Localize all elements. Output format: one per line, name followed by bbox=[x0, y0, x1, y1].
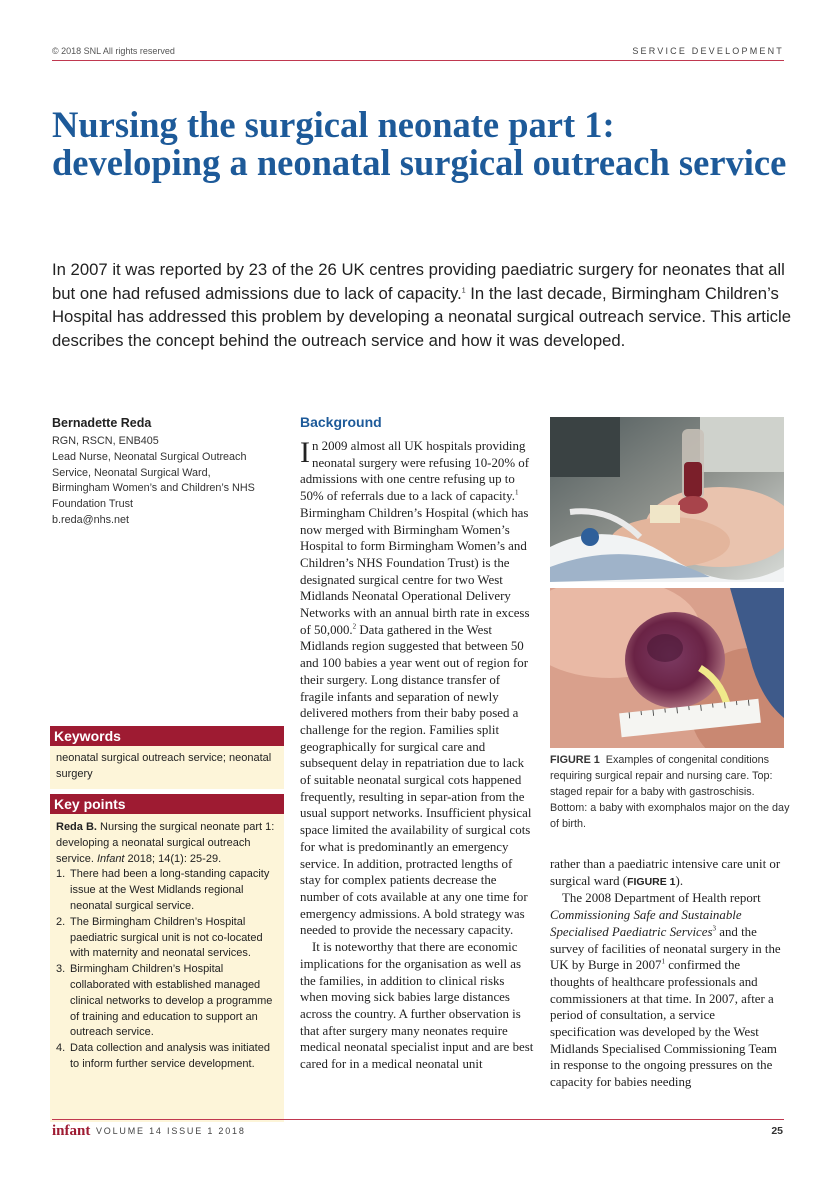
key-points-box bbox=[50, 794, 284, 1122]
journal-logo: infant bbox=[52, 1123, 91, 1139]
author-name: Bernadette Reda bbox=[52, 416, 152, 430]
citation-journal: Infant bbox=[96, 852, 125, 865]
article-intro bbox=[52, 258, 792, 352]
exomphalos-photo-illustration bbox=[550, 588, 784, 748]
col3-paragraph-2 bbox=[550, 890, 784, 1090]
background-paragraph-1 bbox=[300, 438, 534, 939]
citation-details: 2018; 14(1): 25-29. bbox=[124, 852, 222, 865]
page-number: 25 bbox=[771, 1125, 783, 1137]
keywords-heading: Keywords bbox=[50, 726, 284, 746]
author-block bbox=[52, 416, 282, 529]
report-title: Commissioning Safe and Sustainable Specialised Paediatric Services bbox=[550, 908, 742, 939]
keywords-text: neonatal surgical outreach service; neonatal surgery bbox=[50, 746, 284, 789]
intro-reference: 1 bbox=[461, 286, 466, 294]
key-point-text: Data collection and analysis was initiated to inform further service development. bbox=[70, 1042, 270, 1070]
reference-marker: 2 bbox=[352, 622, 357, 631]
key-point-item bbox=[56, 1041, 278, 1073]
author-organisation: Foundation Trust bbox=[52, 498, 134, 511]
reference-marker: 1 bbox=[661, 957, 665, 966]
col3-text: confirmed the thoughts of healthcare professionals and commissioners at that time. In 2007, after a period of consultation, a service specification was developed by the West Midlands Specialised Commissioning Team in response to the ongoing pressures on the capacity for babies needing bbox=[550, 958, 777, 1090]
intro-text-a: In 2007 it was reported by 23 of the 26 UK centres providing paediatric surgery for neonates that all but one had refused admissions due to lack of capacity. bbox=[52, 260, 785, 303]
background-column bbox=[300, 438, 534, 1073]
col3-text: The 2008 Department of Health report bbox=[562, 891, 761, 906]
key-points-list bbox=[56, 867, 278, 1072]
key-point-number: 4. bbox=[56, 1042, 66, 1055]
figure-caption-text: Examples of congenital conditions requiring surgical repair and nursing care. Top: staged repair for a baby with gastroschisis. Bottom: a baby with exomphalos major on the day of birth. bbox=[550, 754, 790, 830]
key-point-text: The Birmingham Children’s Hospital paediatric surgical unit is not co-located with maternity and neonatal services. bbox=[70, 915, 263, 960]
author-organisation: Birmingham Women’s and Children’s NHS bbox=[52, 482, 255, 495]
intro-text-b: In the last decade, Birmingham Children’s Hospital has addressed this problem by developing a neonatal surgical outreach service. This article describes the concept behind the outreach service and how it was developed. bbox=[52, 283, 791, 350]
header-rule bbox=[52, 60, 784, 61]
reference-marker: 3 bbox=[712, 924, 717, 933]
key-point-text: There had been a long-standing capacity issue at the West Midlands regional neonatal surgical service. bbox=[70, 868, 270, 912]
background-text-b: Birmingham Children’s Hospital (which has now merged with Birmingham Women’s Hospital to form Birmingham Women’s and Children’s NHS Foundation Trust) is the designated surgical centre for two West Midlands Neonatal Operational Delivery Networks with an annual birth rate in excess of 50,000. bbox=[300, 505, 530, 637]
background-text-c: Data gathered in the West Midlands region suggested that between 50 and 100 babies a year went out of region for their surgery. Long distance transfer of fragile infants and separation of newly delivered mothers from their baby posed a challenge for the region. Families split geographically for surgical care and subsequent delay in repatriation due to lack of suitable neonatal surgical cots happened frequently, resulting in separ-ation from the usual support networks. Insufficient physical space limited the availability of surgical cots for what is predominantly an emergency service. In addition, protracted lengths of stay for complex patients decrease the number of cots available at any one time for emergency admissions. A bold strategy was needed to provide the necessary capacity. bbox=[300, 622, 532, 938]
journal-volume: VOLUME 14 ISSUE 1 2018 bbox=[96, 1126, 246, 1136]
background-text-a: n 2009 almost all UK hospitals providing neonatal surgery were refusing 10-20% of admissions with one centre refusing up to 50% of referrals due to a lack of capacity. bbox=[300, 439, 530, 504]
author-role: Service, Neonatal Surgical Ward, bbox=[52, 466, 211, 479]
figure-label: FIGURE 1 bbox=[550, 754, 600, 766]
col3-text: and the survey of facilities of neonatal surgery in the UK by Burge in 2007 bbox=[550, 924, 781, 973]
key-point-number: 2. bbox=[56, 915, 66, 928]
key-point-number: 3. bbox=[56, 963, 66, 976]
author-role: Lead Nurse, Neonatal Surgical Outreach bbox=[52, 450, 247, 463]
citation-author: Reda B. bbox=[56, 821, 97, 833]
citation bbox=[56, 820, 278, 867]
figure-photo-exomphalos bbox=[550, 588, 784, 748]
footer-rule bbox=[52, 1119, 784, 1120]
background-heading: Background bbox=[300, 414, 382, 430]
col3-text: ). bbox=[675, 873, 684, 888]
citation-title: Nursing the surgical neonate part 1: developing a neonatal surgical outreach service. bbox=[56, 821, 275, 865]
copyright-notice: © 2018 SNL All rights reserved bbox=[52, 46, 175, 56]
background-paragraph-2: It is noteworthy that there are economic implications for the organisation as well as the families, in addition to clinical risks when moving sick babies large distances across the country. A further observation is that after surgery many neonates require medical neonatal specialist input and are best cared for in a medical neonatal unit bbox=[300, 940, 534, 1072]
author-credentials: RGN, RSCN, ENB405 bbox=[52, 435, 159, 447]
figure-photo-gastroschisis bbox=[550, 417, 784, 582]
key-points-heading: Key points bbox=[50, 794, 284, 814]
column-three bbox=[550, 856, 784, 1091]
drop-cap: I bbox=[300, 436, 310, 469]
author-email[interactable]: b.reda@nhs.net bbox=[52, 513, 129, 526]
key-point-number: 1. bbox=[56, 868, 66, 881]
col3-text: rather than a paediatric intensive care unit or surgical ward ( bbox=[550, 857, 781, 888]
key-point-item bbox=[56, 867, 278, 914]
keywords-box bbox=[50, 726, 284, 789]
figure-reference: FIGURE 1 bbox=[627, 875, 676, 888]
figure-caption bbox=[550, 752, 790, 832]
key-point-text: Birmingham Children’s Hospital collaborated with established managed clinical networks to develop a programme of training and education to support an outreach service. bbox=[70, 963, 273, 1039]
key-point-item bbox=[56, 962, 278, 1041]
reference-marker: 1 bbox=[514, 488, 519, 497]
col3-paragraph-1 bbox=[550, 856, 784, 890]
key-point-item bbox=[56, 915, 278, 962]
article-title: Nursing the surgical neonate part 1: developing a neonatal surgical outreach service bbox=[52, 104, 787, 183]
section-label: SERVICE DEVELOPMENT bbox=[632, 46, 784, 56]
key-points-body bbox=[50, 814, 284, 1122]
gastroschisis-photo-illustration bbox=[550, 417, 784, 582]
